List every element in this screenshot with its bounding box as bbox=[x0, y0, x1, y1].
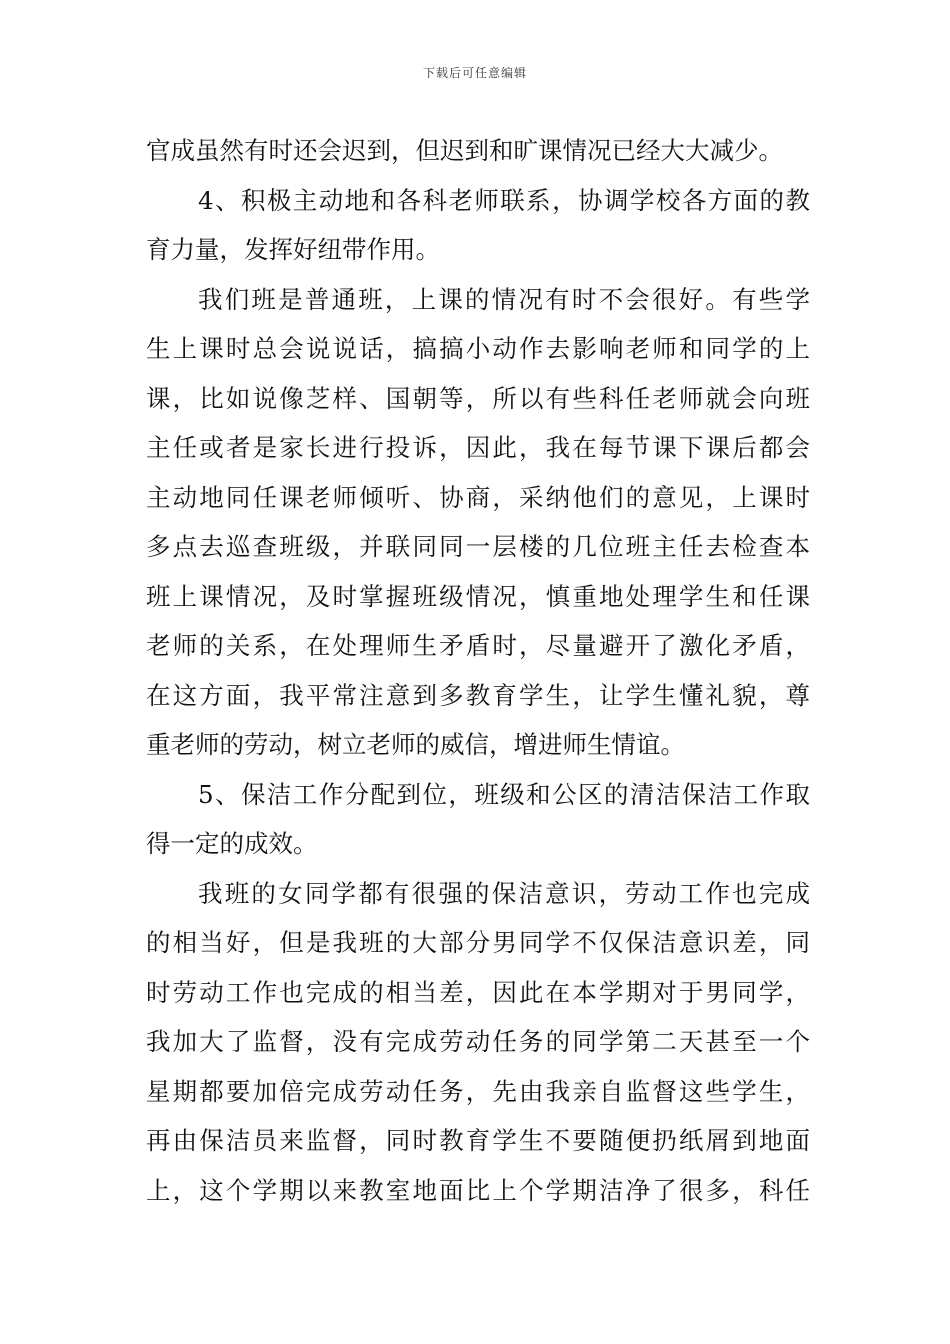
text-line: 再由保洁员来监督，同时教育学生不要随便扔纸屑到地面 bbox=[146, 1126, 810, 1155]
text-line: 老师的关系，在处理师生矛盾时，尽量避开了激化矛盾， bbox=[146, 631, 810, 660]
text-line: 课，比如说像芝样、国朝等，所以有些科任老师就会向班 bbox=[146, 383, 810, 413]
page-header: 下载后可任意编辑 bbox=[422, 66, 527, 80]
text-line: 的相当好，但是我班的大部分男同学不仅保洁意识差，同 bbox=[146, 928, 810, 957]
text-line: 时劳动工作也完成的相当差，因此在本学期对于男同学， bbox=[146, 977, 810, 1007]
text-line: 多点去巡查班级，并联同同一层楼的几位班主任去检查本 bbox=[146, 532, 810, 561]
text-line: 我加大了监督，没有完成劳动任务的同学第二天甚至一个 bbox=[146, 1027, 810, 1056]
document-body bbox=[146, 126, 810, 1215]
text-line: 得一定的成效。 bbox=[146, 829, 318, 858]
text-line: 在这方面，我平常注意到多教育学生，让学生懂礼貌，尊 bbox=[146, 680, 810, 710]
text-line: 4、积极主动地和各科老师联系，协调学校各方面的教 bbox=[198, 185, 810, 215]
text-line: 官成虽然有时还会迟到，但迟到和旷课情况已经大大减少。 bbox=[146, 136, 783, 165]
text-line: 我们班是普通班，上课的情况有时不会很好。有些学 bbox=[198, 284, 810, 314]
text-line: 上，这个学期以来教室地面比上个学期洁净了很多，科任 bbox=[146, 1175, 810, 1205]
text-line: 主动地同任课老师倾听、协商，采纳他们的意见，上课时 bbox=[146, 482, 810, 512]
text-line: 育力量，发挥好纽带作用。 bbox=[146, 235, 440, 264]
text-line: 班上课情况，及时掌握班级情况，慎重地处理学生和任课 bbox=[146, 581, 810, 611]
text-line: 重老师的劳动，树立老师的威信，增进师生情谊。 bbox=[146, 730, 685, 759]
text-line: 主任或者是家长进行投诉，因此，我在每节课下课后都会 bbox=[146, 433, 810, 462]
text-line: 星期都要加倍完成劳动任务，先由我亲自监督这些学生， bbox=[146, 1076, 810, 1106]
text-line: 5、保洁工作分配到位，班级和公区的清洁保洁工作取 bbox=[198, 779, 810, 809]
text-line: 我班的女同学都有很强的保洁意识，劳动工作也完成 bbox=[198, 878, 810, 908]
text-line: 生上课时总会说说话，搞搞小动作去影响老师和同学的上 bbox=[146, 334, 810, 363]
